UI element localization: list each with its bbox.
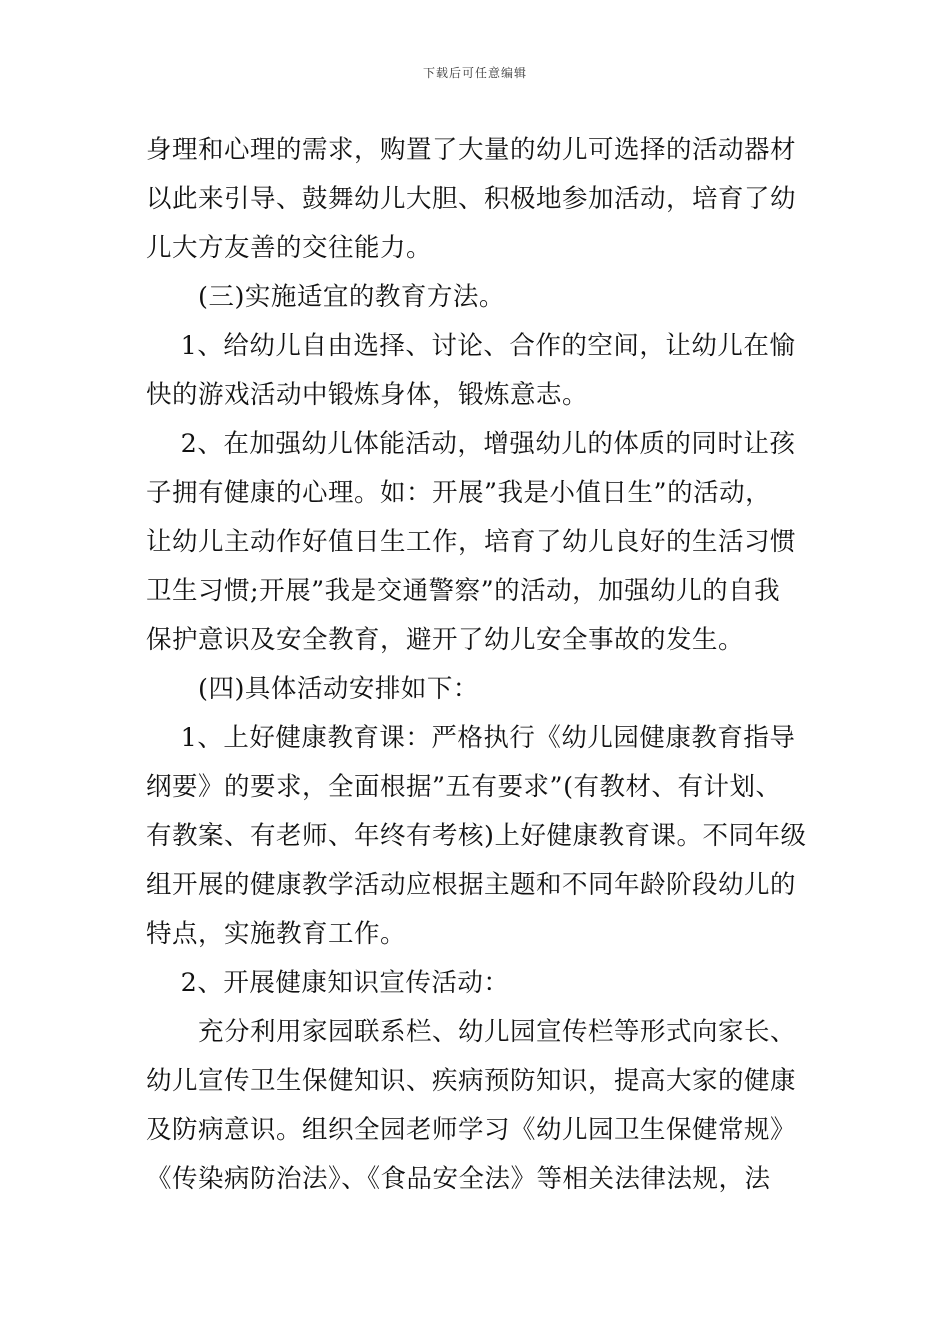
section-heading: (三)实施适宜的教育方法。 — [146, 282, 505, 312]
text-line: 组开展的健康教学活动应根据主题和不同年龄阶段幼儿的 — [146, 870, 797, 900]
document-body — [146, 126, 810, 1204]
text-line: 纲要》的要求，全面根据”五有要求”(有教材、有计划、 — [146, 772, 782, 802]
text-line: 《传染病防治法》、《食品安全法》等相关法律法规，法 — [146, 1164, 771, 1194]
text-line: 卫生习惯;开展”我是交通警察”的活动，加强幼儿的自我 — [146, 576, 781, 606]
text-line: 2、在加强幼儿体能活动，增强幼儿的体质的同时让孩 — [146, 429, 796, 459]
text-line: 幼儿宣传卫生保健知识、疾病预防知识，提高大家的健康 — [146, 1066, 797, 1096]
text-line: 保护意识及安全教育，避开了幼儿安全事故的发生。 — [146, 625, 745, 655]
text-line: 快的游戏活动中锻炼身体，锻炼意志。 — [146, 380, 589, 410]
text-line: 让幼儿主动作好值日生工作，培育了幼儿良好的生活习惯 — [146, 527, 797, 557]
text-line: 身理和心理的需求，购置了大量的幼儿可选择的活动器材 — [146, 135, 797, 165]
text-line: 儿大方友善的交往能力。 — [146, 233, 433, 263]
text-line: 2、开展健康知识宣传活动： — [146, 968, 510, 998]
text-line: 1、上好健康教育课：严格执行《幼儿园健康教育指导 — [146, 723, 796, 753]
page-header: 下载后可任意编辑 — [422, 66, 527, 80]
section-heading: (四)具体活动安排如下： — [146, 674, 479, 704]
text-line: 以此来引导、鼓舞幼儿大胆、积极地参加活动，培育了幼 — [146, 184, 797, 214]
text-line: 特点，实施教育工作。 — [146, 919, 407, 949]
text-line: 充分利用家园联系栏、幼儿园宣传栏等形式向家长、 — [146, 1017, 797, 1047]
text-line: 有教案、有老师、年终有考核)上好健康教育课。不同年级 — [146, 821, 807, 851]
text-line: 1、给幼儿自由选择、讨论、合作的空间，让幼儿在愉 — [146, 331, 796, 361]
text-line: 及防病意识。组织全园老师学习《幼儿园卫生保健常规》 — [146, 1115, 797, 1145]
text-line: 子拥有健康的心理。如：开展”我是小值日生”的活动， — [146, 478, 772, 508]
